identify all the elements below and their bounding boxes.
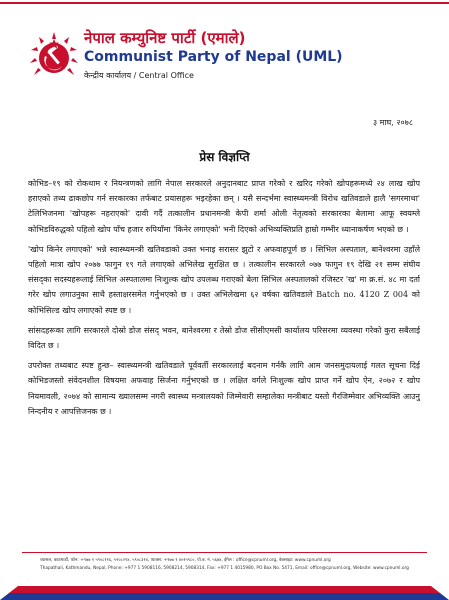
top-rule — [0, 2, 449, 4]
press-release-body — [28, 176, 420, 424]
hammer-sickle-star-logo-icon — [28, 30, 80, 82]
document-date: ३ माघ, २०७८ — [372, 118, 413, 127]
office-label: केन्द्रीय कार्यालय / Central Office — [84, 71, 194, 80]
paragraph: उपरोक्त तथ्यबाट स्पष्ट हुन्छ– स्वास्थ्यमन्त्री खतिवडाले पूर्ववर्ती सरकारलाई बदनाम गर्नकै लागि आम जनसमुदायलाई गलत सूचना दिई कोभिडजस्तो संवेदनशील विषयमा अफवाह सिर्जना गर्नुभएको छ । लक्षित वर्गले निःशुल्क खोप प्राप्त गर्ने खोप ऐन, २०७२ र खोप नियमावली, २०७४ को सामान्य ख्यालसम्म नगरी स्वास्थ्य मन्त्रालयको जिम्मेवारी सम्हालेका मन्त्रीबाट यस्तो गैरजिम्मेवार अभिव्यक्ति आउनु निन्दनीय र आपत्तिजनक छ । — [28, 361, 420, 416]
paragraph: सांसदहरूका लागि सरकारले दोस्रो डोज संसद् भवन, बानेश्वरमा र तेस्रो डोज सीसीएमसी कार्यालय परिसरमा व्यवस्था गरेको कुरा सबैलाई विदित छ । — [28, 325, 420, 351]
letterhead — [0, 0, 449, 90]
footer-blue-band — [0, 593, 449, 600]
party-name-english: Communist Party of Nepal (UML) — [84, 49, 343, 65]
footer-address-english: Thapathali, Kathmandu, Nepal, Phone: +977 1 5908116, 5908214, 5908314, Fax: +977 1 4015980, PO Box No. 5471, Email: office@cpnuml.org, Website: www.cpnuml.org — [40, 566, 409, 571]
letterhead-footer — [0, 552, 449, 600]
paragraph: 'खोप किनेर लगाएको' भन्ने स्वास्थ्यमन्त्री खतिवडाको उक्त भनाइ सरासर झुटो र अफवाहपूर्ण छ । सिभिल अस्पताल, बानेश्वरमा उहाँले पहिलो मात्रा खोप २०७७ फागुन १९ गते लगाएको अभिलेख सुरक्षित छ । तत्कालीन सरकारले ०७७ फागुन १९ देखि २१ सम्म संघीय संसद्का सदस्यहरूलाई सिभिल अस्पतालमा निःशुल्क खोप उपलब्ध गराएको बेला सिभिल अस्पतालको रजिस्टर 'ख' मा क्र.सं. ४८ मा दर्ता गरेर खोप लगाउनुका साथै हस्ताक्षरसमेत गर्नुभएको छ । उक्त अभिलेखमा ६२ वर्षका खतिवडाले Batch no. 4120 Z 004 को कोभिसिल्ड खोप लगाएको स्पष्ट छ । — [28, 244, 420, 315]
party-name-nepali: नेपाल कम्युनिष्ट पार्टी (एमाले) — [84, 29, 246, 47]
press-release-title: प्रेस विज्ञप्ति — [199, 150, 250, 164]
footer-band-cut-left — [0, 586, 18, 600]
footer-color-band — [0, 586, 449, 600]
footer-rule — [22, 552, 427, 553]
footer-band-cut-right — [431, 586, 449, 600]
footer-red-band — [0, 586, 449, 593]
footer-address-nepali: च्यासल, काठमाडौं, फोन: +९७७ १ ५९०८११६, ५९०८२१४, ५९०८३१४, प्याक्स: +९७७ १ ४०१५९८०, पो.ब. नं. ५६७४, ईमेल : office@cpnuml.org, वेबसाइट: www.cpnuml.org — [40, 558, 331, 563]
paragraph: कोभिड–१९ को रोकथाम र नियन्त्रणको लागि नेपाल सरकारले अनुदानबाट प्राप्त गरेको र खरिद गरेको खोपहरूमध्ये २४ लाख खोप हराएको तथ्य ढाकछोप गर्न सरकारका तर्फबाट प्रयासहरू भइरहेका छन् । यसै सन्दर्भमा स्वास्थ्यमन्त्री विरोध खतिवडाले हालै 'सगरमाथा' टेलिभिजनमा 'खोपहरू नहराएको' दावी गर्दै तत्कालीन प्रधानमन्त्री केपी शर्मा ओली नेतृत्वको सरकारका बेलामा आफू स्वयम्ले कोभिडविरुद्धको पहिलो खोप पाँच हजार रुपियाँमा 'किनेर लगाएको' भनी दिएको अभिव्यक्तिप्रति हाम्रो गम्भीर ध्यानाकर्षण भएको छ । — [28, 179, 420, 234]
